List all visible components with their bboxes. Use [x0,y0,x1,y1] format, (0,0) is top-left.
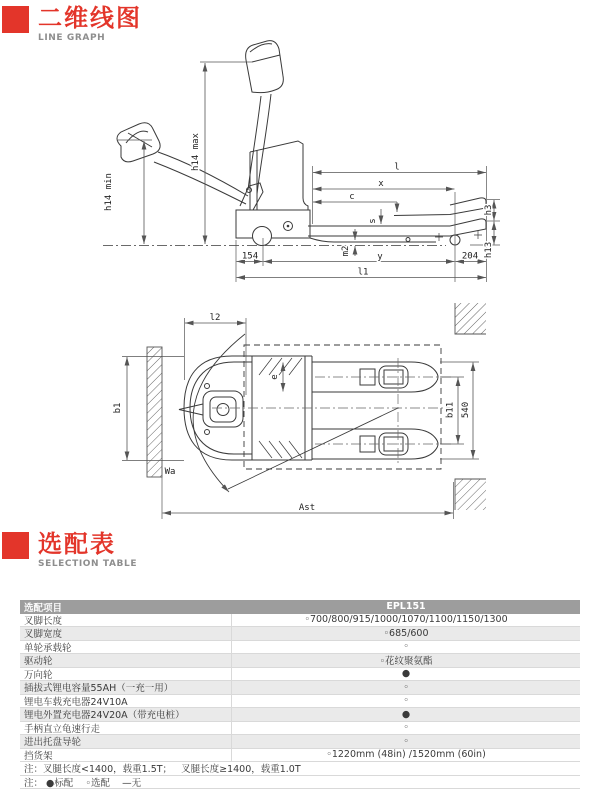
side-view-art [103,41,486,246]
table-row [20,735,580,749]
dim-label-e: e [270,374,280,380]
table-cell-item: 锂电车载充电器24V10A [20,695,232,708]
section-title-selection-table: 选配表 [38,530,116,558]
table-row [20,654,580,668]
table-row [20,681,580,695]
dim-label-h13: h13 [484,241,494,259]
pallet-outline [244,345,441,469]
table-row [20,614,580,628]
table-cell-value: ● [401,708,411,720]
dim-label-x: x [378,179,384,189]
dim-label-s: s [368,218,378,224]
table-row [20,749,580,763]
table-cell-value: ◦ [403,735,409,747]
table-cell-item: 锂电外置充电器24V20A（带充电桩） [20,708,232,721]
dim-label-l2: l2 [209,313,221,323]
dim-label-b1: b1 [113,402,123,414]
table-cell-item: 进出托盘导轮 [20,735,232,748]
section-title-line-graph: 二维线图 [38,4,142,32]
section-header-line-graph [2,6,142,43]
drive-wheel [253,227,272,246]
dim-label-y: y [377,252,383,262]
section-subtitle-line-graph: LINE GRAPH [38,33,106,44]
table-row [20,627,580,641]
selection-table-notes [20,762,580,789]
aisle-corner-top [455,303,486,334]
table-row [20,668,580,682]
table-cell-item: 驱动轮 [20,654,232,667]
dim-label-m2: m2 [341,245,351,257]
dim-label-h3: h3 [484,204,494,216]
red-square-marker [2,6,29,33]
table-cell-value: ◦685/600 [383,627,429,639]
table-note: 注：叉腿长度<1400，载重1.5T； 叉腿长度≥1400，载重1.0T [20,762,580,776]
selection-table-body [20,614,580,763]
dim-label-wa: Wa [164,467,176,477]
table-cell-value: ◦ [403,695,409,707]
aisle-wall-left [147,347,162,477]
table-cell-value: ◦700/800/915/1000/1070/1100/1150/1300 [304,614,508,626]
fork-raised-tip [394,198,486,216]
table-row [20,641,580,655]
table-cell-item: 叉脚长度 [20,614,232,627]
selection-table-header-row [20,600,580,614]
dim-label-ast: Ast [298,503,316,513]
table-cell-value: ◦ [403,681,409,693]
table-cell-item: 万向轮 [20,668,232,681]
table-row [20,695,580,709]
table-cell-item: 挡货架 [20,749,232,762]
dim-label-b11: b11 [445,401,456,419]
table-cell-value: ◦ [403,722,409,734]
tiller-lowered-head [117,123,160,162]
dim-label-h14-max: h14 max [191,133,201,171]
turning-radius-arc [193,334,245,492]
fork-lowered [308,219,486,236]
dim-label-204: 204 [461,251,479,262]
dim-label-h14-min: h14 min [104,173,114,211]
red-square-marker [2,532,29,559]
table-cell-item: 手柄直立龟速行走 [20,722,232,735]
dim-label-540: 540 [461,401,471,419]
table-cell-value: ● [401,668,411,680]
dim-label-154: 154 [241,251,259,262]
table-cell-item: 叉脚宽度 [20,627,232,640]
side-view-dimensions [104,62,500,282]
tiller-upright-head [246,41,284,93]
table-header-model: EPL151 [386,601,426,613]
selection-table [20,600,580,789]
aisle-corner-bottom [455,479,486,510]
dim-label-l1: l1 [357,267,369,278]
tiller-pivot [240,183,263,210]
chassis-box [236,210,310,238]
table-cell-item: 单轮承载轮 [20,641,232,654]
table-header-item: 选配项目 [24,602,63,614]
table-row [20,722,580,736]
section-header-selection-table [2,532,137,569]
table-cell-value: ◦ [403,641,409,653]
table-cell-item: 插拔式锂电容量55AH（一充一用） [20,681,232,694]
section-subtitle-selection-table: SELECTION TABLE [38,559,138,570]
table-row [20,708,580,722]
tiller-lowered-shaft [158,152,248,196]
dim-label-l: l [394,162,400,173]
top-view-dimensions [113,313,479,519]
top-view-art [147,303,486,510]
table-cell-value: ◦1220mm (48in) /1520mm (60in) [326,749,486,761]
table-cell-value: ◦花纹聚氨酯 [379,656,433,667]
tiller-arm-top [179,404,203,415]
dim-label-c: c [349,192,355,202]
table-note: 注： ●标配 ◦选配 —无 [20,776,580,790]
